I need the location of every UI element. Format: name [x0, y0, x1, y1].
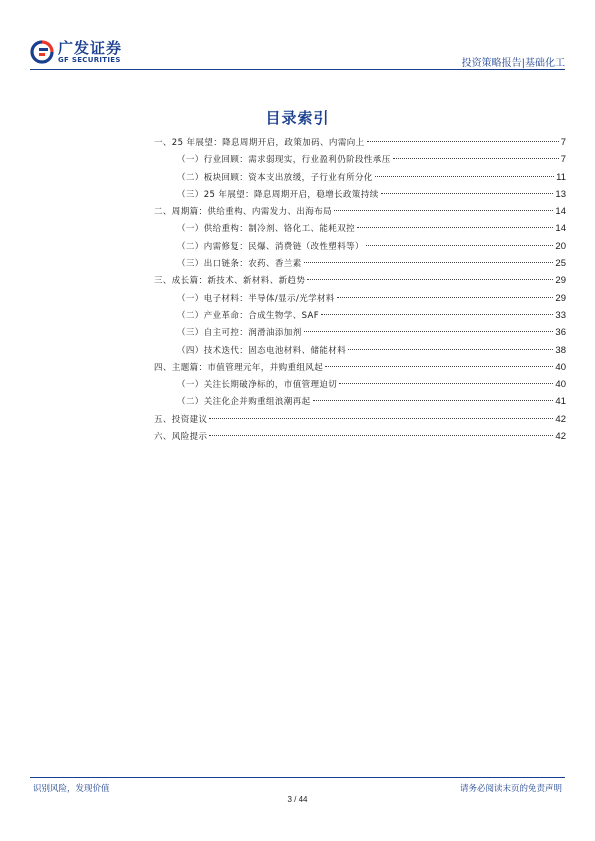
toc-entry[interactable] — [154, 151, 566, 168]
toc-entry[interactable] — [154, 134, 566, 151]
toc-entry-label: （四）技术迭代：固态电池材料、储能材料 — [177, 345, 347, 356]
toc-entry-label: （三）出口链条：农药、香兰素 — [177, 259, 302, 270]
toc-entry[interactable] — [154, 342, 566, 359]
toc-entry[interactable] — [154, 393, 566, 410]
toc-dot-leader — [307, 279, 553, 280]
toc-entry-label: 六、风险提示 — [154, 432, 208, 443]
toc-entry-page: 41 — [555, 396, 566, 408]
gf-logo-icon — [30, 40, 54, 64]
toc-dot-leader — [334, 210, 553, 211]
toc-entry[interactable] — [154, 428, 566, 445]
toc-entry-label: （三）自主可控：润滑油添加剂 — [177, 328, 302, 339]
toc-entry-label: （一）行业回顾：需求弱现实，行业盈利仍阶段性承压 — [177, 155, 391, 166]
toc-entry-label: 二、周期篇：供给重构、内需发力、出海布局 — [154, 207, 333, 218]
toc-dot-leader — [381, 193, 554, 194]
toc-entry-page: 42 — [555, 431, 566, 443]
toc-dot-leader — [366, 245, 554, 246]
toc-entry-page: 29 — [555, 292, 566, 304]
toc-entry[interactable] — [154, 272, 566, 289]
toc-entry-label: 五、投资建议 — [154, 414, 208, 425]
toc-entry-page: 14 — [555, 223, 566, 235]
toc-dot-leader — [209, 435, 553, 436]
page-header — [30, 36, 565, 70]
toc-entry-label: （一）电子材料：半导体/显示/光学材料 — [177, 293, 335, 304]
toc-entry-page: 11 — [556, 171, 566, 183]
toc-entry[interactable] — [154, 220, 566, 237]
toc-entry-page: 33 — [555, 309, 566, 321]
toc-entry[interactable] — [154, 290, 566, 307]
toc-dot-leader — [357, 227, 553, 228]
toc-entry-label: （二）内需修复：民爆、消费链（改性塑料等） — [177, 241, 364, 252]
toc-entry[interactable] — [154, 186, 566, 203]
toc-entry-page: 7 — [560, 137, 566, 148]
toc-dot-leader — [304, 331, 554, 332]
table-of-contents — [154, 134, 566, 445]
toc-entry-label: （三）25 年展望：降息周期开启，稳增长政策持续 — [177, 189, 379, 200]
toc-entry[interactable] — [154, 307, 566, 324]
header-divider — [30, 69, 565, 70]
toc-entry[interactable] — [154, 169, 566, 186]
report-category: 投资策略报告|基础化工 — [461, 58, 565, 69]
toc-entry[interactable] — [154, 376, 566, 393]
toc-entry-page: 14 — [555, 206, 566, 218]
toc-entry-page: 29 — [555, 275, 566, 287]
toc-dot-leader — [209, 418, 553, 419]
toc-dot-leader — [375, 176, 554, 177]
toc-dot-leader — [339, 383, 553, 384]
toc-entry[interactable] — [154, 238, 566, 255]
toc-entry-label: （二）产业革命：合成生物学、SAF — [177, 310, 320, 321]
toc-dot-leader — [337, 297, 554, 298]
toc-entry-page: 13 — [555, 188, 566, 200]
toc-dot-leader — [321, 314, 553, 315]
toc-entry-page: 20 — [555, 240, 566, 252]
toc-entry[interactable] — [154, 359, 566, 376]
toc-title: 目录索引 — [265, 109, 330, 127]
toc-entry-label: 四、主题篇：市值管理元年，并购重组风起 — [154, 362, 324, 373]
toc-entry[interactable] — [154, 255, 566, 272]
page-number: 3 / 44 — [287, 795, 308, 804]
toc-entry-label: （一）关注长期破净标的，市值管理迫切 — [177, 380, 338, 391]
toc-entry-page: 40 — [555, 379, 566, 391]
toc-dot-leader — [393, 158, 559, 159]
toc-entry[interactable] — [154, 203, 566, 220]
gf-securities-logo — [30, 36, 140, 68]
toc-entry-label: （一）供给重构：制冷剂、铬化工、能耗双控 — [177, 224, 356, 235]
toc-entry-label: 一、25 年展望：降息周期开启，政策加码、内需向上 — [154, 138, 365, 148]
toc-entry-page: 40 — [555, 361, 566, 373]
footer-slogan: 识别风险，发现价值 — [33, 784, 110, 794]
logo-text-en: GF SECURITIES — [58, 56, 121, 64]
toc-entry[interactable] — [154, 324, 566, 341]
logo-text-cn: 广发证券 — [58, 39, 123, 57]
toc-entry-page: 7 — [560, 154, 566, 166]
toc-entry-page: 25 — [555, 258, 566, 270]
toc-entry-label: （二）板块回顾：资本支出放缓，子行业有所分化 — [177, 172, 373, 183]
toc-entry-page: 38 — [555, 344, 566, 356]
toc-entry-label: （二）关注化企并购重组浪潮再起 — [177, 397, 311, 408]
toc-entry-page: 42 — [555, 413, 566, 425]
toc-dot-leader — [348, 349, 553, 350]
footer-disclaimer: 请务必阅读末页的免责声明 — [459, 784, 562, 794]
toc-entry[interactable] — [154, 411, 566, 428]
toc-dot-leader — [304, 262, 554, 263]
toc-entry-page: 36 — [555, 327, 566, 339]
toc-entry-label: 三、成长篇：新技术、新材料、新趋势 — [154, 276, 306, 287]
toc-dot-leader — [325, 366, 553, 367]
toc-dot-leader — [367, 141, 559, 142]
footer-divider — [30, 777, 565, 778]
toc-dot-leader — [313, 400, 554, 401]
